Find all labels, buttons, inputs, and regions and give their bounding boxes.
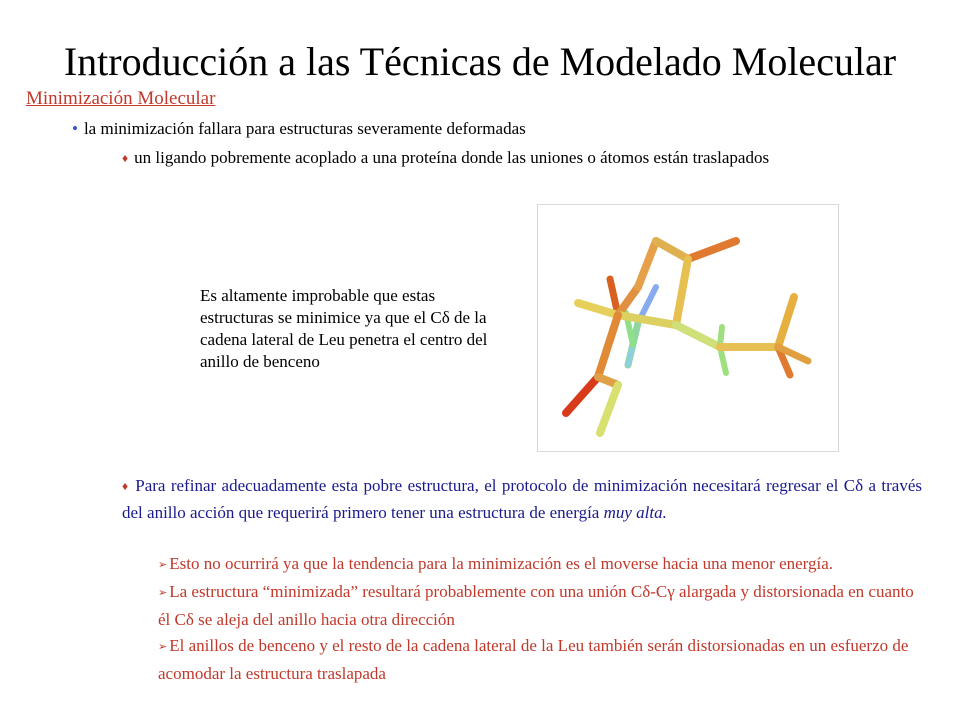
sub-bullet-list <box>158 551 918 687</box>
bullet-level2-text: un ligando pobremente acoplado a una proteína donde las uniones o átomos están traslapados <box>134 148 770 167</box>
arrow-bullet-icon: ➢ <box>158 559 168 571</box>
arrow-bullet-icon: ➢ <box>158 587 168 599</box>
refine-text: Para refinar adecuadamente esta pobre estructura, el protocolo de minimización necesitará regresar el Cδ a través del anillo acción que requerirá primero tener una estructura de energía <box>122 476 923 522</box>
section-subtitle: Minimización Molecular <box>26 88 216 109</box>
sub-bullet-item <box>158 579 918 633</box>
sub-bullet-text: El anillos de benceno y el resto de la cadena lateral de la Leu también serán distorsionadas en un esfuerzo de acomodar la estructura traslapada <box>158 636 909 683</box>
diamond-bullet-icon: ♦ <box>122 151 129 165</box>
molecule-image <box>537 204 839 452</box>
sub-bullet-item <box>158 551 918 579</box>
molecule-structure-graphic <box>538 205 838 451</box>
diamond-bullet-icon: ♦ <box>122 479 130 493</box>
dot-bullet-icon: • <box>72 119 78 138</box>
refine-italic-text: muy alta. <box>603 503 667 522</box>
bullet-level2 <box>122 145 842 172</box>
molecule-caption: Es altamente improbable que estas estructuras se minimice ya que el Cδ de la cadena lateral de Leu penetra el centro del anillo de benceno <box>200 286 488 371</box>
bullet-level1 <box>72 119 526 139</box>
sub-bullet-item <box>158 633 918 687</box>
slide-title: Introducción a las Técnicas de Modelado Molecular <box>63 39 897 84</box>
bullet-level2-refine <box>122 473 922 526</box>
arrow-bullet-icon: ➢ <box>158 641 168 653</box>
sub-bullet-text: La estructura “minimizada” resultará probablemente con una unión Cδ-Cγ alargada y distorsionada en cuanto él Cδ se aleja del anillo hacia otra dirección <box>158 582 914 629</box>
bullet-level1-text: la minimización fallara para estructuras severamente deformadas <box>83 119 526 138</box>
sub-bullet-text: Esto no ocurrirá ya que la tendencia para la minimización es el moverse hacia una menor energía. <box>169 554 834 573</box>
